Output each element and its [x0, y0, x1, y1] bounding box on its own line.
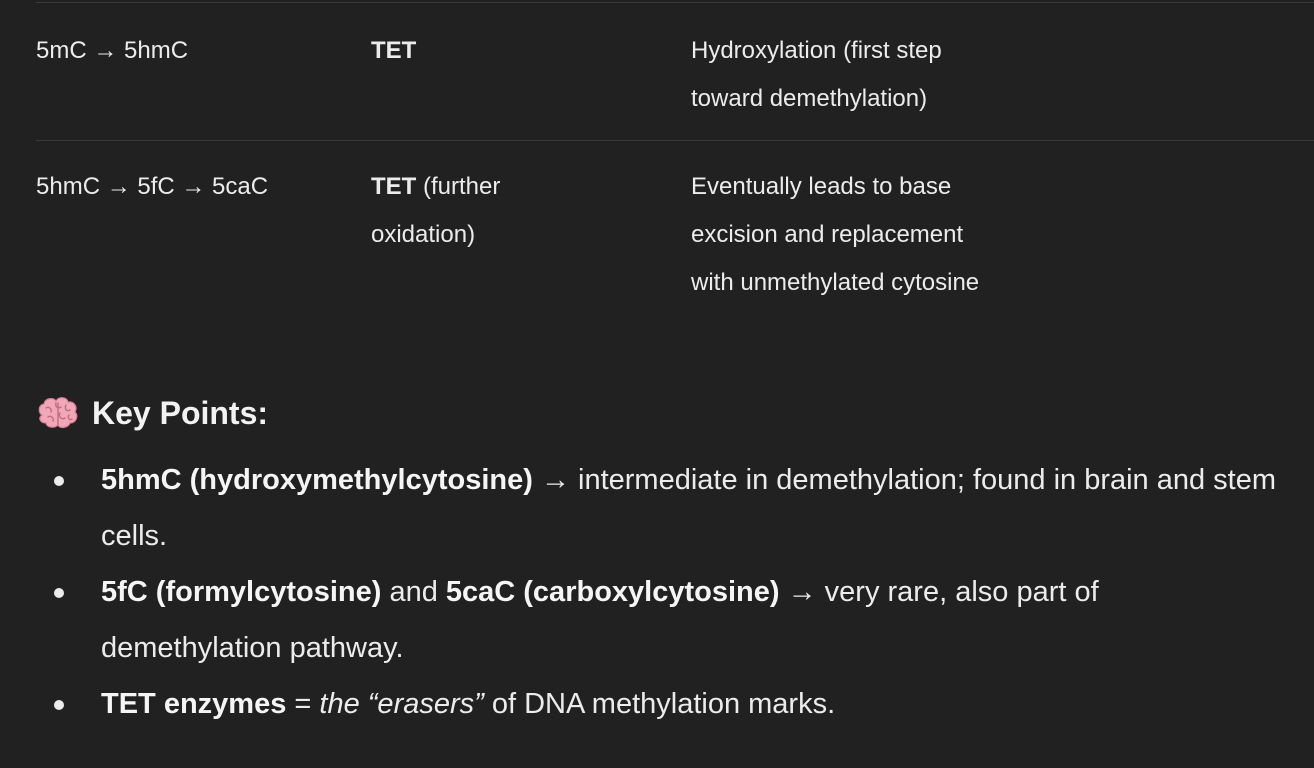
point-text: → very rare, also part of demethylation pathway.: [101, 576, 1099, 664]
section-heading: [36, 388, 268, 438]
table-row: [36, 3, 1314, 140]
point-term: 5fC (formylcytosine): [101, 576, 382, 608]
bullet-dot: [54, 588, 64, 598]
effect-line: Hydroxylation (first step: [691, 37, 942, 64]
effect-line: toward demethylation): [691, 85, 928, 112]
point-term: 5caC (carboxylcytosine): [445, 576, 780, 608]
enzyme-name: TET: [371, 37, 417, 64]
list-item: [0, 564, 1314, 676]
list-item: [0, 676, 1314, 732]
enzyme-name: TET: [371, 173, 417, 200]
effect-line: with unmethylated cytosine: [691, 269, 980, 296]
point-text: → intermediate in demethylation; found in brain and stem cells.: [101, 464, 1277, 552]
effect-cell: [691, 163, 1061, 307]
demethylation-table: [36, 3, 1314, 326]
enzyme-cell: [371, 163, 661, 259]
transition-cell: 5hmC → 5fC → 5caC: [36, 173, 269, 200]
table-row: [36, 140, 1314, 326]
list-item: [0, 452, 1314, 564]
point-text: =: [286, 688, 320, 720]
key-points-list: [0, 452, 1314, 732]
effect-cell: [691, 27, 1061, 123]
brain-icon: [36, 395, 80, 431]
point-emphasis: the “erasers”: [319, 688, 484, 720]
heading-text: Key Points:: [92, 394, 269, 431]
bullet-dot: [54, 476, 64, 486]
bullet-dot: [54, 700, 64, 710]
transition-cell: 5mC → 5hmC: [36, 37, 189, 64]
effect-line: excision and replacement: [691, 221, 964, 248]
enzyme-cell: [371, 27, 661, 75]
point-term: TET enzymes: [101, 688, 287, 720]
point-text: of DNA methylation marks.: [483, 688, 836, 720]
point-text: and: [381, 576, 446, 608]
enzyme-note: (further: [416, 173, 501, 200]
enzyme-note-line2: oxidation): [371, 221, 476, 248]
effect-line: Eventually leads to base: [691, 173, 952, 200]
point-term: 5hmC (hydroxymethylcytosine): [101, 464, 533, 496]
